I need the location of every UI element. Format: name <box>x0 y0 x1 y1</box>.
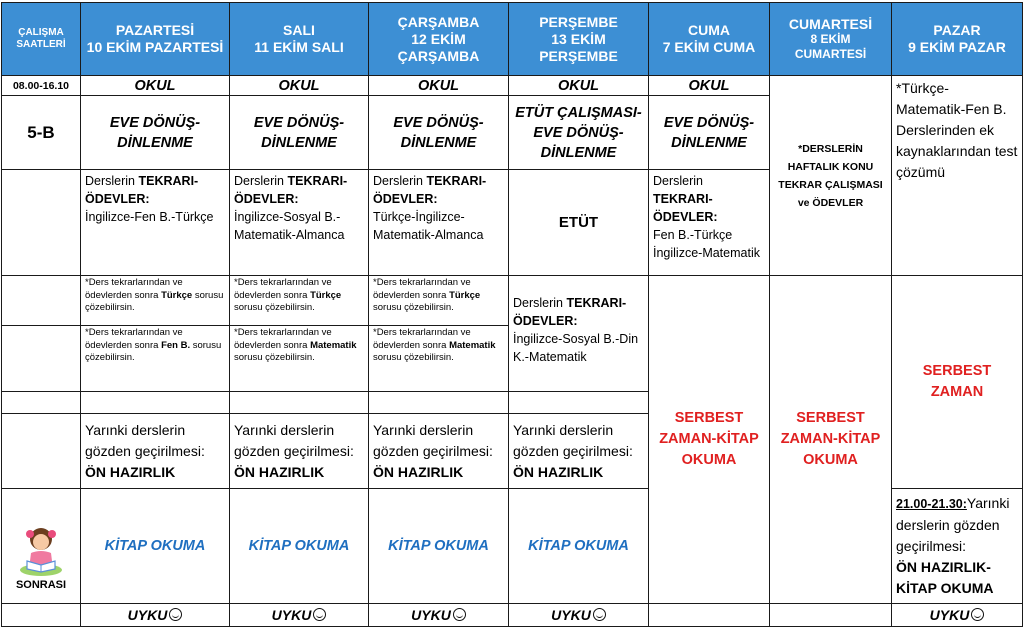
empty-cell <box>369 392 509 414</box>
review-cell-tuesday: Derslerin TEKRARI-ÖDEVLER: İngilizce-Sosyal B.-Matematik-Almanca <box>230 170 369 276</box>
school-row <box>2 76 1023 96</box>
prep-thursday: Yarınki derslerin gözden geçirilmesi: ÖN HAZIRLIK <box>509 414 649 489</box>
sleep-row <box>2 604 1023 627</box>
empty-cell <box>81 392 230 414</box>
after-label-cell <box>2 489 81 604</box>
school-cell: OKUL <box>230 76 369 96</box>
empty-cell <box>2 604 81 627</box>
empty-cell <box>770 604 892 627</box>
home-rest-cell: EVE DÖNÜŞ-DİNLENME <box>649 96 770 170</box>
empty-cell <box>649 604 770 627</box>
saturday-review: *DERSLERİN HAFTALIK KONU TEKRAR ÇALIŞMASI ve ÖDEVLER <box>770 76 892 276</box>
review-cell-thursday: Derslerin TEKRARI-ÖDEVLER: İngilizce-Sosyal B.-Din K.-Matematik <box>509 276 649 392</box>
note-tuesday-turkish: *Ders tekrarlarından ve ödevlerden sonra Türkçe sorusu çözebilirsin. <box>230 276 369 326</box>
sunday-test-solving: *Türkçe-Matematik-Fen B. Derslerinden ek kaynaklarından test çözümü <box>892 76 1023 276</box>
note-wednesday-turkish: *Ders tekrarlarından ve ödevlerden sonra Türkçe sorusu çözebilirsin. <box>369 276 509 326</box>
home-rest-cell: EVE DÖNÜŞ-DİNLENME <box>369 96 509 170</box>
day-header-sunday: PAZAR 9 EKİM PAZAR <box>892 3 1023 76</box>
school-cell: OKUL <box>649 76 770 96</box>
sleep-cell: UYKU <box>369 604 509 627</box>
prep-monday: Yarınki derslerin gözden geçirilmesi: ÖN HAZIRLIK <box>81 414 230 489</box>
empty-cell <box>2 276 81 326</box>
school-cell: OKUL <box>81 76 230 96</box>
reading-girl-icon <box>18 525 64 577</box>
day-header-saturday: CUMARTESİ 8 EKİM CUMARTESİ <box>770 3 892 76</box>
schedule-table <box>1 2 1023 627</box>
home-rest-cell: EVE DÖNÜŞ-DİNLENME <box>81 96 230 170</box>
saturday-free-time: SERBEST ZAMAN-KİTAP OKUMA <box>770 276 892 604</box>
home-rest-cell: EVE DÖNÜŞ-DİNLENME <box>230 96 369 170</box>
after-label: SONRASI <box>15 579 67 591</box>
sunday-free-time: SERBEST ZAMAN <box>892 276 1023 489</box>
empty-cell <box>2 326 81 392</box>
thursday-etut: ETÜT <box>509 170 649 276</box>
day-header-tuesday: SALI 11 EKİM SALI <box>230 3 369 76</box>
day-header-monday: PAZARTESİ 10 EKİM PAZARTESİ <box>81 3 230 76</box>
prep-wednesday: Yarınki derslerin gözden geçirilmesi: ÖN HAZIRLIK <box>369 414 509 489</box>
note-wednesday-math: *Ders tekrarlarından ve ödevlerden sonra Matematik sorusu çözebilirsin. <box>369 326 509 392</box>
school-cell: OKUL <box>369 76 509 96</box>
sleep-cell: UYKU <box>81 604 230 627</box>
thursday-etut-cell: ETÜT ÇALIŞMASI-EVE DÖNÜŞ-DİNLENME <box>509 96 649 170</box>
smile-icon <box>313 608 326 621</box>
day-header-thursday: PERŞEMBE 13 EKİM PERŞEMBE <box>509 3 649 76</box>
empty-cell <box>2 414 81 489</box>
class-label: 5-B <box>2 96 81 170</box>
day-header-wednesday: ÇARŞAMBA 12 EKİM ÇARŞAMBA <box>369 3 509 76</box>
reading-cell: KİTAP OKUMA <box>230 489 369 604</box>
school-cell: OKUL <box>509 76 649 96</box>
note-monday-turkish: *Ders tekrarlarından ve ödevlerden sonra Türkçe sorusu çözebilirsin. <box>81 276 230 326</box>
header-row <box>2 3 1023 76</box>
sleep-cell: UYKU <box>509 604 649 627</box>
smile-icon <box>593 608 606 621</box>
smile-icon <box>169 608 182 621</box>
empty-cell <box>2 392 81 414</box>
review-cell-monday: Derslerin TEKRARI-ÖDEVLER: İngilizce-Fen B.-Türkçe <box>81 170 230 276</box>
smile-icon <box>971 608 984 621</box>
review-cell-wednesday: Derslerin TEKRARI-ÖDEVLER: Türkçe-İngilizce-Matematik-Almanca <box>369 170 509 276</box>
day-header-friday: CUMA 7 EKİM CUMA <box>649 3 770 76</box>
prep-tuesday: Yarınki derslerin gözden geçirilmesi: ÖN HAZIRLIK <box>230 414 369 489</box>
reading-cell: KİTAP OKUMA <box>81 489 230 604</box>
reading-cell: KİTAP OKUMA <box>509 489 649 604</box>
review-cell-friday: Derslerin TEKRARI-ÖDEVLER: Fen B.-Türkçe İngilizce-Matematik <box>649 170 770 276</box>
hours-header: ÇALIŞMA SAATLERİ <box>2 3 81 76</box>
sleep-cell: UYKU <box>892 604 1023 627</box>
note-tuesday-math: *Ders tekrarlarından ve ödevlerden sonra Matematik sorusu çözebilirsin. <box>230 326 369 392</box>
empty-cell <box>230 392 369 414</box>
empty-cell <box>509 392 649 414</box>
notes-row-1 <box>2 276 1023 326</box>
note-monday-science: *Ders tekrarlarından ve ödevlerden sonra Fen B. sorusu çözebilirsin. <box>81 326 230 392</box>
school-time: 08.00-16.10 <box>2 76 81 96</box>
friday-free-time: SERBEST ZAMAN-KİTAP OKUMA <box>649 276 770 604</box>
reading-cell: KİTAP OKUMA <box>369 489 509 604</box>
smile-icon <box>453 608 466 621</box>
sleep-cell: UYKU <box>230 604 369 627</box>
empty-cell <box>2 170 81 276</box>
sunday-evening-prep: 21.00-21.30:Yarınki derslerin gözden geçirilmesi: ÖN HAZIRLIK-KİTAP OKUMA <box>892 489 1023 604</box>
